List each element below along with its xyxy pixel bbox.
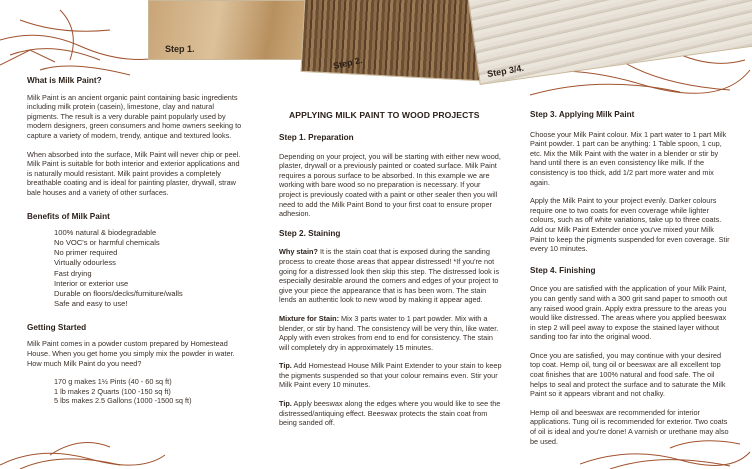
middle-column [279, 133, 503, 437]
tip2-lead: Tip. [279, 399, 292, 409]
list-item: 100% natural & biodegradable [54, 228, 157, 238]
main-title: APPLYING MILK PAINT TO WOOD PROJECTS [289, 110, 480, 120]
list-item: Interior or exterior use [54, 278, 129, 288]
panel-label-step2: Step 2. [332, 55, 364, 71]
getting-started-paragraph: Milk Paint comes in a powder custom prepared by Homestead House. When you get home you simply mix the powder in water. How much Milk Paint do you need? [27, 339, 235, 368]
tip1-lead: Tip. [279, 361, 292, 371]
step3-paragraph-2: Apply the Milk Paint to your project evenly. Darker colours require one to two coats for even coverage while lighter colours, such as off white variations, take up to three coats. Add our Milk Paint Extender once you've mixed your Milk Paint to keep the pigments suspended for even coverage. Stir every 10 minutes. [530, 196, 730, 254]
list-item: 170 g makes 1½ Pints (40 - 60 sq ft) [54, 377, 172, 387]
why-stain-lead: Why stain? [279, 247, 318, 257]
step4-paragraph-2: Once you are satisfied, you may continue with your desired top coat. Hemp oil, tung oil or beeswax are all excellent top coat finishes that are 100% natural and food safe. The oil helps to seal and protect the surface and to saturate the Milk Paint so it appears vibrant and not chalky. [530, 350, 726, 399]
panel-label-step1: Step 1. [165, 44, 195, 54]
step1-heading: Step 1. Preparation [279, 133, 354, 142]
panel-label-step34: Step 3/4. [486, 62, 525, 80]
what-is-paragraph-1: Milk Paint is an ancient organic paint containing basic ingredients including milk protein (casein), limestone, clay and natural pigments. The result is a very durable paint popularly used by modern designers, green consumers and home owners seeking to capture a variety of modern, trendy, antique and textured looks. [27, 92, 242, 140]
list-item: 5 lbs makes 2.5 Gallons (1000 -1500 sq ft) [54, 396, 192, 406]
mixture-paragraph [279, 314, 503, 352]
benefits-list [27, 228, 242, 309]
why-stain-text: It is the stain coat that is exposed during the sanding process to create those areas that appear distressed! *If you're not going for a distressed look then skip this step. The distressed look is especially desirable around the corners and edges of your project to give your piece the appearance that is has been worn. The stain lends an authentic look to new wood by making it appear aged. [279, 247, 500, 305]
what-is-paragraph-2: When absorbed into the surface, Milk Paint will never chip or peel. Milk Paint is suitable for both interior and exterior applications and is naturally mould resistant. Milk paint provides a completely breathable coating and is ideal for painting plaster, drywall, straw bale houses and a variety of other surfaces. [27, 149, 241, 197]
list-item: No primer required [54, 248, 118, 258]
list-item: Durable on floors/decks/furniture/walls [54, 288, 183, 298]
step3-heading: Step 3. Applying Milk Paint [530, 110, 635, 119]
tip1-paragraph [279, 361, 503, 390]
what-is-heading: What is Milk Paint? [27, 76, 102, 85]
tip1-text: Add Homestead House Milk Paint Extender to your stain to keep the pigments suspended so that your colour remains even. Stir your Milk Paint every 10 minutes. [279, 361, 502, 390]
benefits-heading: Benefits of Milk Paint [27, 211, 110, 221]
left-column [27, 76, 242, 406]
quantities-list [27, 377, 242, 406]
list-item: Safe and easy to use! [54, 298, 128, 308]
list-item: Fast drying [54, 268, 92, 278]
tip2-paragraph [279, 399, 503, 428]
mixture-lead: Mixture for Stain: [279, 313, 339, 323]
list-item: No VOC's or harmful chemicals [54, 238, 160, 248]
list-item: Virtually odourless [54, 258, 116, 268]
getting-started-heading: Getting Started [27, 322, 87, 332]
right-column [530, 110, 730, 455]
step4-paragraph-3: Hemp oil and beeswax are recommended for interior applications. Tung oil is recommended for exterior. Two coats of oil is ideal and you're done! A varnish or urethane may also be used. [530, 407, 729, 446]
step3-paragraph-1: Choose your Milk Paint colour. Mix 1 part water to 1 part Milk Paint powder. 1 part can be anything: 1 Table spoon, 1 cup, etc. Mix the Milk Paint with the water in a blender or stir by hand until there is an even consistency like milk. If the consistency is too thick, add 1/2 part more water and mix again. [530, 129, 727, 187]
step1-paragraph: Depending on your project, you will be starting with either new wood, plaster, drywall or a previously painted or coated surface. Milk Paint requires a porous surface to be absorbed. In this example we are working with bare wood so no preparation is necessary. If your project is previously coated with a paint or other sealer then you will need to add the Milk Paint Bond to your first coat to ensure proper adhesion. [279, 151, 501, 219]
why-stain-paragraph [279, 247, 503, 305]
step2-heading: Step 2. Staining [279, 228, 341, 238]
step4-paragraph-1: Once you are satisfied with the application of your Milk Paint, you can gently sand with a 300 grit sand paper to smooth out any raised wood grain. Apply extra pressure to the areas you would like distressed. The areas where you applied beeswax in step 2 will peel away to expose the stained layer without sanding too far into the original wood. [530, 284, 728, 342]
mixture-text: Mix 3 parts water to 1 part powder. Mix with a blender, or stir by hand. The consistency will be very thin, like water. Apply with even strokes from end to end for consistency. The stain will completely dry in approximately 15 minutes. [279, 313, 499, 352]
twig-decoration-bottom-left [0, 425, 170, 469]
step4-heading: Step 4. Finishing [530, 265, 596, 275]
tip2-text: Apply beeswax along the edges where you would like to see the distressed/antiquing effect. Beeswax protects the stain coat from being sanded off. [279, 399, 501, 428]
wood-panel-step2 [300, 0, 486, 81]
list-item: 1 lb makes 2 Quarts (100 -150 sq ft) [54, 386, 171, 396]
